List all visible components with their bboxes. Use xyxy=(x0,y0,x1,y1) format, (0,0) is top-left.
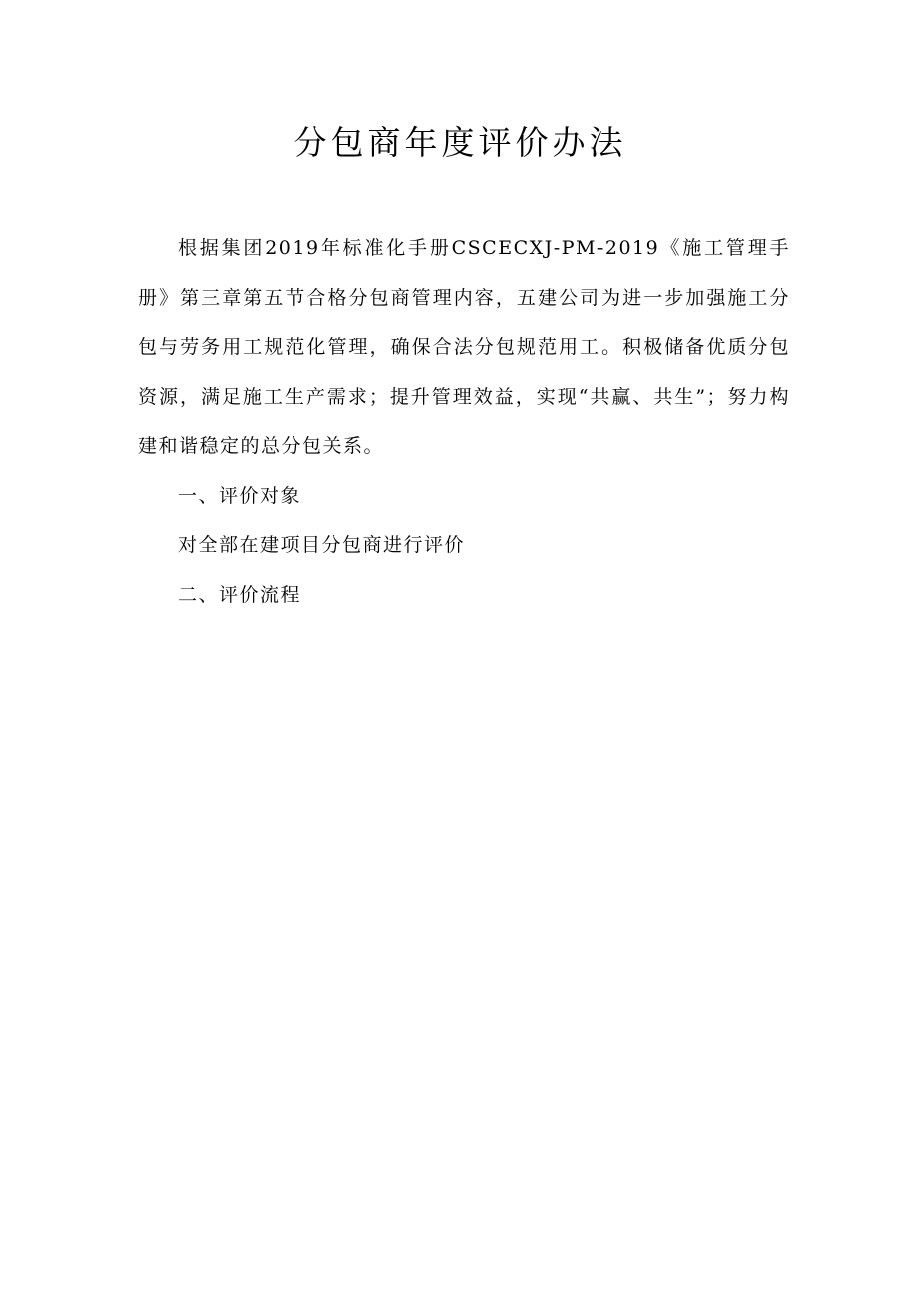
document-body xyxy=(138,224,790,620)
intro-paragraph: 根据集团2019年标准化手册CSCECXJ-PM-2019《施工管理手册》第三章第五节合格分包商管理内容，五建公司为进一步加强施工分包与劳务用工规范化管理，确保合法分包规范用工。积极储备优质分包资源，满足施工生产需求；提升管理效益，实现“共赢、共生”；努力构建和谐稳定的总分包关系。 xyxy=(138,237,790,457)
section-1-text: 对全部在建项目分包商进行评价 xyxy=(178,534,466,556)
section-2-heading: 二、评价流程 xyxy=(178,583,302,606)
document-title: 分包商年度评价办法 xyxy=(293,123,627,162)
section-1-heading: 一、评价对象 xyxy=(178,484,302,507)
